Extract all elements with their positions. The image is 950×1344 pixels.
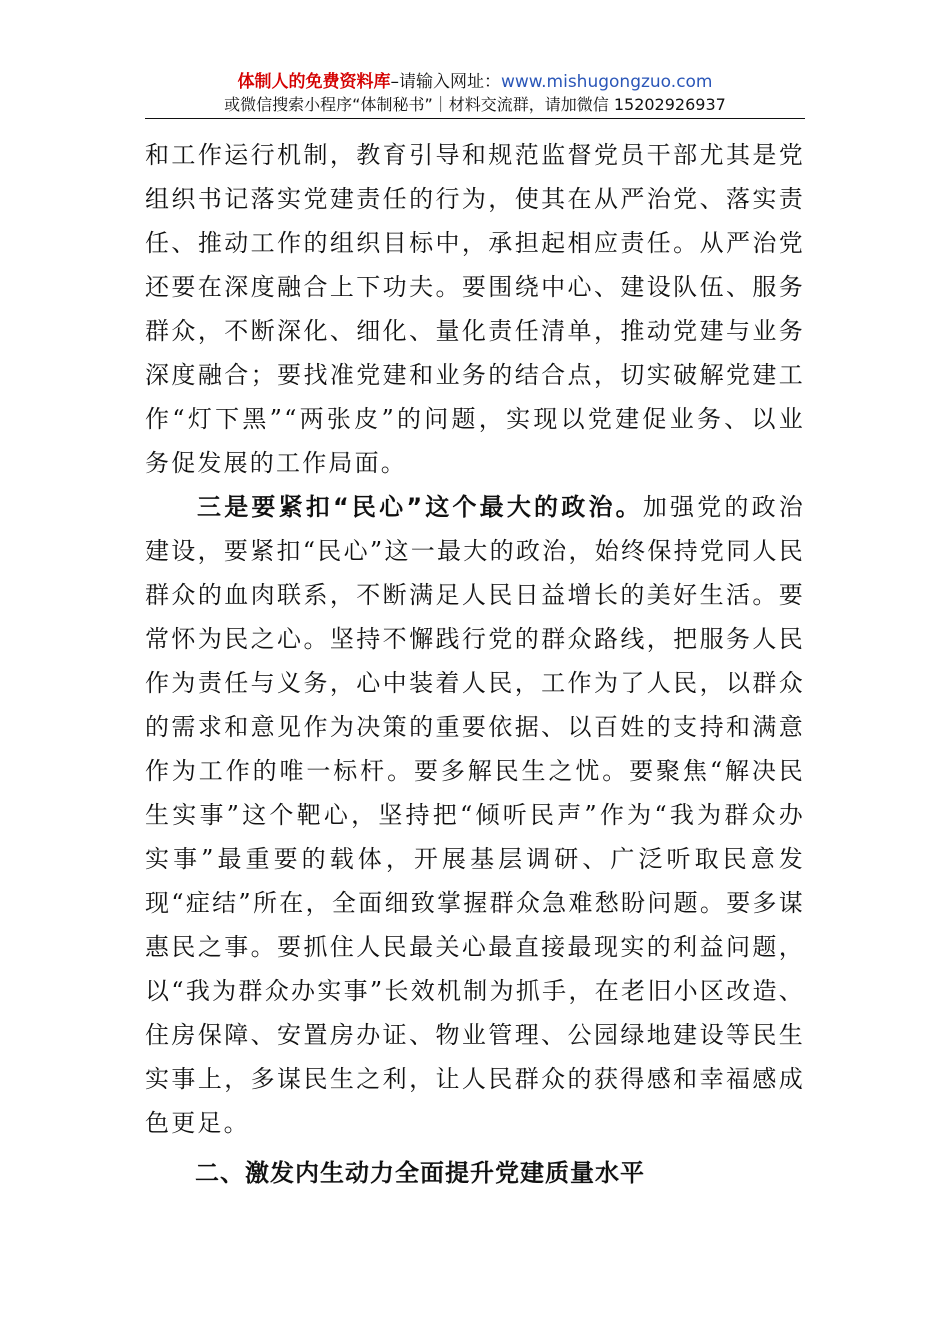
paragraph-lead-sentence: 三是要紧扣“民心”这个最大的政治。 bbox=[197, 493, 643, 521]
page-header bbox=[145, 70, 805, 116]
paragraph-body-text: 加强党的政治建设，要紧扣“民心”这一最大的政治，始终保持党同人民群众的血肉联系，不断满足人民日益增长的美好生活。要常怀为民之心。坚持不懈践行党的群众路线，把服务人民作为责任与义务，心中装着人民，工作为了人民，以群众的需求和意见作为决策的重要依据、以百姓的支持和满意作为工作的唯一标杆。要多解民生之忧。要聚焦“解决民生实事”这个靶心，坚持把“倾听民声”作为“我为群众办实事”最重要的载体，开展基层调研、广泛听取民意发现“症结”所在，全面细致掌握群众急难愁盼问题。要多谋惠民之事。要抓住人民最关心最直接最现实的利益问题，以“我为群众办实事”长效机制为抓手，在老旧小区改造、住房保障、安置房办证、物业管理、公园绿地建设等民生实事上，多谋民生之利，让人民群众的获得感和幸福感成色更足。 bbox=[145, 493, 805, 1137]
section-heading: 二、激发内生动力全面提升党建质量水平 bbox=[195, 1159, 645, 1187]
document-body bbox=[145, 133, 805, 1195]
url-prompt: –请输入网址： bbox=[390, 72, 501, 92]
header-line-2: 或微信搜索小程序“体制秘书”｜材料交流群，请加微信 15202926937 bbox=[224, 95, 726, 114]
paragraph-continuation: 和工作运行机制，教育引导和规范监督党员干部尤其是党组织书记落实党建责任的行为，使其在从严治党、落实责任、推动工作的组织目标中，承担起相应责任。从严治党还要在深度融合上下功夫。要围绕中心、建设队伍、服务群众，不断深化、细化、量化责任清单，推动党建与业务深度融合；要找准党建和业务的结合点，切实破解党建工作“灯下黑”“两张皮”的问题，实现以党建促业务、以业务促发展的工作局面。 bbox=[145, 141, 805, 477]
website-link[interactable]: www.mishugongzuo.com bbox=[500, 72, 713, 92]
header-divider bbox=[145, 118, 805, 119]
brand-name: 体制人的免费资料库 bbox=[237, 72, 391, 92]
header-line-1 bbox=[145, 70, 805, 94]
paragraph-point-three bbox=[145, 485, 805, 1145]
